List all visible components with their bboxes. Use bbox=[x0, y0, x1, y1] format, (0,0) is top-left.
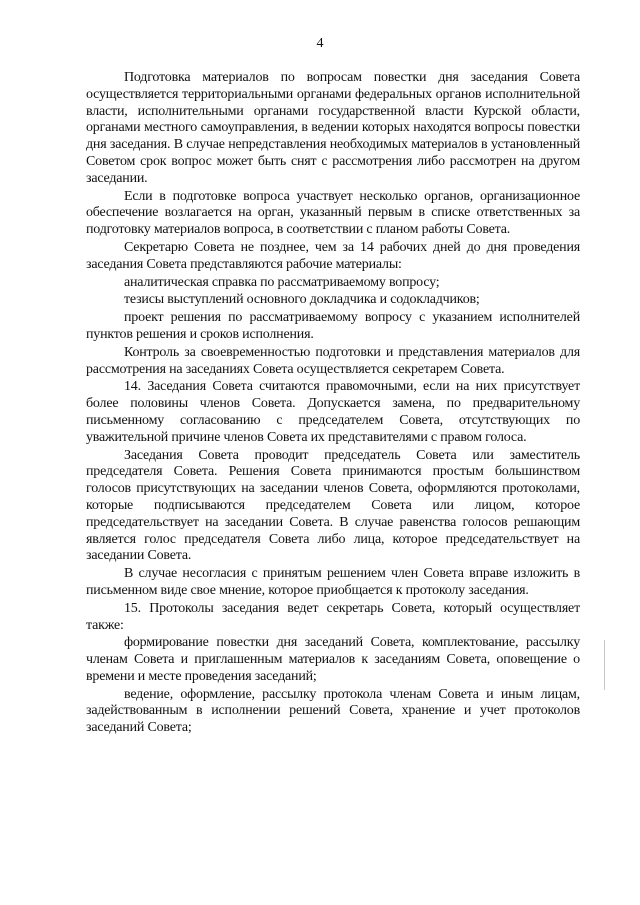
list-item-analytical-report: аналитическая справка по рассматриваемому вопросу; bbox=[124, 274, 440, 290]
paragraph-section-14-quorum: 14. Заседания Совета считаются правомочными, если на них присутствует более половины членов Совета. Допускается замена, по предварительному письменному согласованию с председателем Совета, отсутствующих по уважительной причине членов Совета их представителями с правом голоса. bbox=[86, 379, 580, 445]
page-number: 4 bbox=[316, 36, 324, 51]
paragraph-section-15-protocols: 15. Протоколы заседания ведет секретарь Совета, который осуществляет также: bbox=[86, 600, 580, 633]
paragraph-multiple-organs: Если в подготовке вопроса участвует несколько органов, организационное обеспечение возлагается на орган, указанный первым в списке ответственных за подготовку материалов вопроса, в соответствии с планом работы Совета. bbox=[86, 188, 580, 238]
paragraph-control: Контроль за своевременностью подготовки и представления материалов для рассмотрения на заседаниях Совета осуществляется секретарем Совета. bbox=[86, 344, 580, 377]
paragraph-dissent: В случае несогласия с принятым решением член Совета вправе изложить в письменном виде свое мнение, которое приобщается к протоколу заседания. bbox=[86, 566, 580, 598]
paragraph-meetings-chair: Заседания Совета проводит председатель Совета или заместитель председателя Совета. Решения Совета принимаются простым большинством голосов присутствующих на заседании членов Совета, оформляются протоколами, которые подписываются председателем Совета или лицом, которое председательствует на заседании Совета. В случае равенства голосов решающим является голос председателя Совета либо лица, которое председательствует на заседании Совета. bbox=[86, 447, 580, 564]
scan-edge-mark bbox=[604, 640, 605, 690]
list-item-agenda-formation: формирование повестки дня заседаний Совета, комплектование, рассылку членам Совета и приглашенным материалов к заседаниям Совета, оповещение о времени и месте проведения заседаний; bbox=[86, 635, 580, 684]
paragraph-secretary-deadline: Секретарю Совета не позднее, чем за 14 рабочих дней до дня проведения заседания Совета представляются рабочие материалы: bbox=[86, 239, 580, 272]
document-body bbox=[86, 70, 580, 737]
paragraph-materials-preparation: Подготовка материалов по вопросам повестки дня заседания Совета осуществляется территориальными органами федеральных органов исполнительной власти, исполнительными органами государственной власти Курской области, органами местного самоуправления, в ведении которых находятся вопросы повестки дня заседания. В случае непредставления необходимых материалов в установленный Советом срок вопрос может быть снят с рассмотрения либо рассмотрен на другом заседании. bbox=[86, 70, 580, 186]
list-item-draft-decision: проект решения по рассматриваемому вопросу с указанием исполнителей пунктов решения и сроков исполнения. bbox=[86, 310, 580, 342]
list-item-protocol-handling: ведение, оформление, рассылку протокола членам Совета и иным лицам, задействованным в исполнении решений Совета, хранение и учет протоколов заседаний Совета; bbox=[86, 686, 580, 736]
list-item-speech-theses: тезисы выступлений основного докладчика и содокладчиков; bbox=[124, 292, 480, 308]
